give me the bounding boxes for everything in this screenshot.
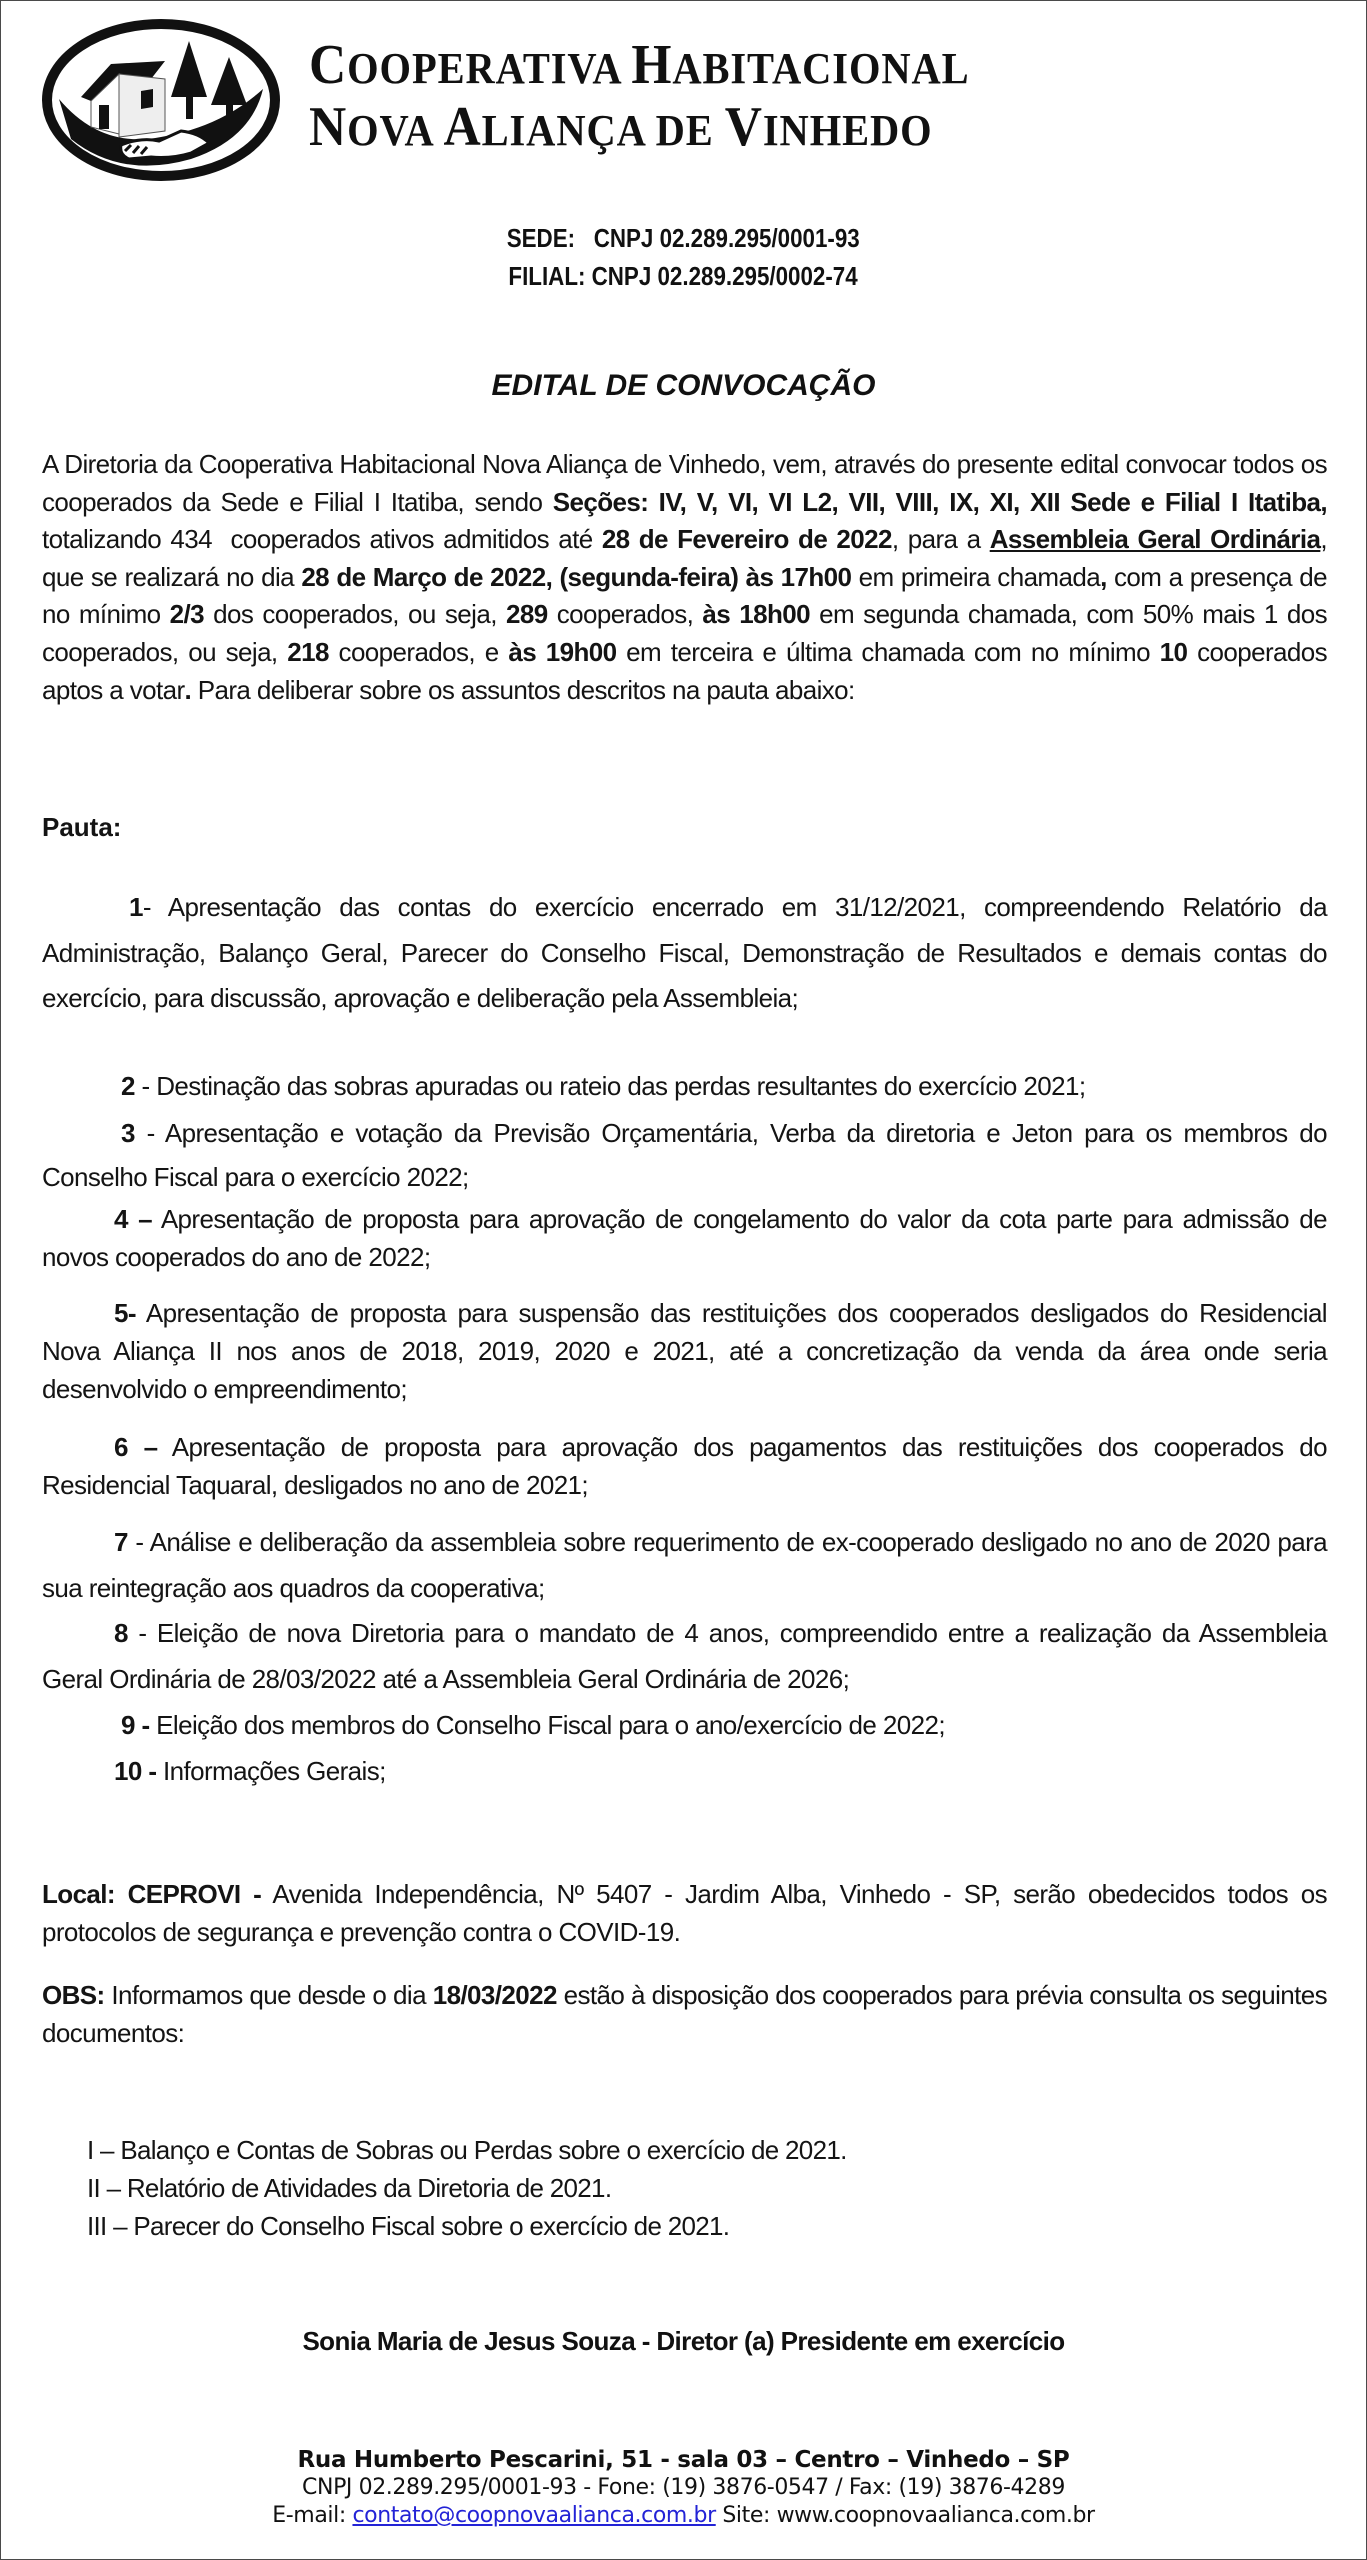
- pauta-item-9: 9 - Eleição dos membros do Conselho Fiscal para o ano/exercício de 2022;: [121, 1710, 945, 1740]
- footer-address: Rua Humberto Pescarini, 51 - sala 03 – Centro – Vinhedo – SP: [297, 2447, 1070, 2473]
- footer-contact: CNPJ 02.289.295/0001-93 - Fone: (19) 3876-0547 / Fax: (19) 3876-4289: [302, 2475, 1065, 2500]
- pauta-item-7: 7 - Análise e deliberação da assembleia sobre requerimento de ex-cooperado desligado no ano de 2020 para sua reintegração aos quadros da cooperativa;: [42, 1527, 1327, 1603]
- document-title: EDITAL DE CONVOCAÇÃO: [491, 369, 876, 402]
- assembly-name: Assembleia Geral Ordinária: [989, 524, 1321, 555]
- documents-list: [87, 2131, 847, 2245]
- obs-note: OBS: Informamos que desde o dia 18/03/2022 estão à disposição dos cooperados para prévia consulta os seguintes documentos:: [42, 1980, 1327, 2048]
- pauta-item-4: 4 – Apresentação de proposta para aprovação de congelamento do valor da cota parte para admissão de novos cooperados do ano de 2022;: [42, 1204, 1327, 1272]
- cnpj-block: [1, 219, 1366, 295]
- document-item: II – Relatório de Atividades da Diretoria de 2021.: [87, 2173, 612, 2203]
- pauta-item-8: 8 - Eleição de nova Diretoria para o mandato de 4 anos, compreendido entre a realização da Assembleia Geral Ordinária de 28/03/2022 até a Assembleia Geral Ordinária de 2026;: [42, 1618, 1328, 1694]
- footer: [1, 2446, 1366, 2530]
- brand-line-2: NOVA ALIANÇA DE VINHEDO: [309, 96, 933, 158]
- document-item: I – Balanço e Contas de Sobras ou Perdas sobre o exercício de 2021.: [87, 2135, 847, 2165]
- document-item: III – Parecer do Conselho Fiscal sobre o exercício de 2021.: [87, 2211, 730, 2241]
- signature: Sonia Maria de Jesus Souza - Diretor (a) Presidente em exercício: [302, 2326, 1065, 2356]
- site-url: www.coopnovaalianca.com.br: [776, 2503, 1095, 2528]
- cooperative-logo-icon: [41, 19, 281, 181]
- cooperative-brand-name: [309, 34, 1027, 158]
- brand-line-1: COOPERATIVA HABITACIONAL: [309, 34, 970, 96]
- pauta-item-3: 3 - Apresentação e votação da Previsão Orçamentária, Verba da diretoria e Jeton para os membros do Conselho Fiscal para o exercício 2022;: [42, 1118, 1327, 1192]
- pauta-item-6: 6 – Apresentação de proposta para aprovação dos pagamentos das restituições dos cooperados do Residencial Taquaral, desligados no ano de 2021;: [42, 1432, 1327, 1500]
- intro-paragraph: A Diretoria da Cooperativa Habitacional Nova Aliança de Vinhedo, vem, através do presente edital convocar todos os cooperados da Sede e Filial I Itatiba, sendo Seções: IV, V, VI, VI L2, VII, VIII, IX, XI, XII Sede e Filial I Itatiba, totalizando 434 cooperados ativos admitidos até 28 de Fevereiro de 2022, para a Assembleia Geral Ordinária, que se realizará no dia 28 de Março de 2022, (segunda-feira) às 17h00 em primeira chamada, com a presença de no mínimo 2/3 dos cooperados, ou seja, 289 cooperados, às 18h00 em segunda chamada, com 50% mais 1 dos cooperados, ou seja, 218 cooperados, e às 19h00 em terceira e última chamada com no mínimo 10 cooperados aptos a votar. Para deliberar sobre os assuntos descritos na pauta abaixo:: [42, 449, 1334, 705]
- email-link[interactable]: contato@coopnovaalianca.com.br: [352, 2503, 716, 2528]
- pauta-item-1: 1- Apresentação das contas do exercício encerrado em 31/12/2021, compreendendo Relatório da Administração, Balanço Geral, Parecer do Conselho Fiscal, Demonstração de Resultados e demais contas do exercício, para discussão, aprovação e deliberação pela Assembleia;: [42, 892, 1328, 1013]
- pauta-item-10: 10 - Informações Gerais;: [114, 1756, 386, 1786]
- pauta-label: Pauta:: [42, 812, 122, 842]
- footer-email-site: E-mail: contato@coopnovaalianca.com.br Site: www.coopnovaalianca.com.br: [272, 2503, 1095, 2528]
- meeting-location: Local: CEPROVI - Avenida Independência, Nº 5407 - Jardim Alba, Vinhedo - SP, serão obedecidos todos os protocolos de segurança e prevenção contra o COVID-19.: [42, 1879, 1327, 1947]
- pauta-item-5: 5- Apresentação de proposta para suspensão das restituições dos cooperados desligados do Residencial Nova Aliança II nos anos de 2018, 2019, 2020 e 2021, até a concretização da venda da área onde seria desenvolvido o empreendimento;: [42, 1298, 1327, 1404]
- filial-cnpj: FILIAL: CNPJ 02.289.295/0002-74: [508, 261, 859, 291]
- pauta-item-2: 2 - Destinação das sobras apuradas ou rateio das perdas resultantes do exercício 2021;: [121, 1071, 1086, 1101]
- sede-cnpj: SEDE: CNPJ 02.289.295/0001-93: [506, 223, 861, 253]
